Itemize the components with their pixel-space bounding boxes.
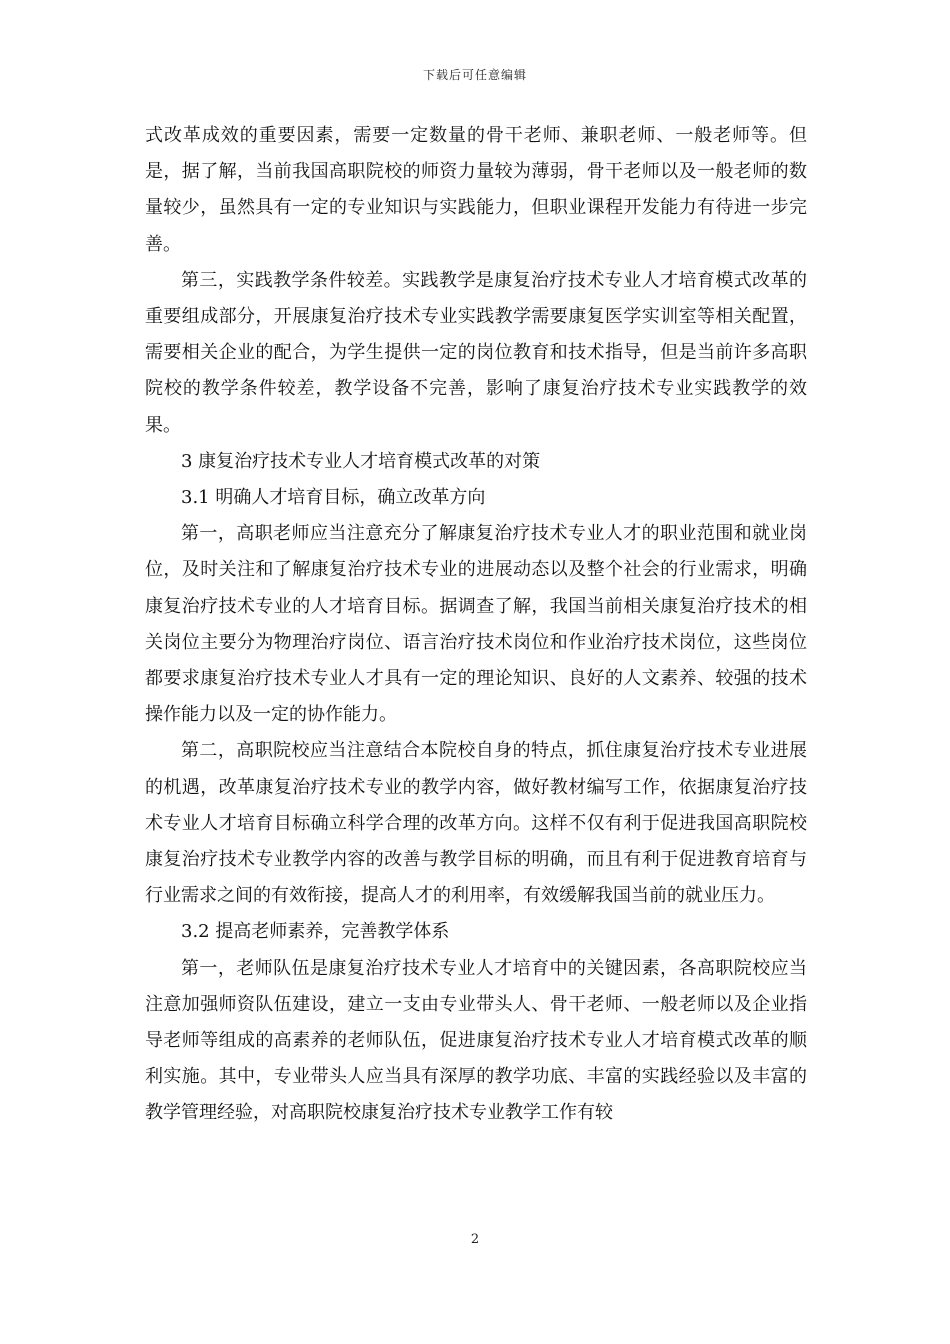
page-number: 2 bbox=[470, 1232, 480, 1247]
section-heading-3: 3 康复治疗技术专业人才培育模式改革的对策 bbox=[181, 450, 541, 472]
paragraph-first-goal: 第一，高职老师应当注意充分了解康复治疗技术专业人才的职业范围和就业岗位，及时关注和了解康复治疗技术专业的进展动态以及整个社会的行业需求，明确康复治疗技术专业的人才培育目标。据调查了解，我国当前相关康复治疗技术的相关岗位主要分为物理治疗岗位、语言治疗技术岗位和作业治疗技术岗位，这些岗位都要求康复治疗技术专业人才具有一定的理论知识、良好的人文素养、较强的技术操作能力以及一定的协作能力。 bbox=[145, 523, 807, 726]
paragraph-teacher-team: 第一，老师队伍是康复治疗技术专业人才培育中的关键因素，各高职院校应当注意加强师资队伍建设，建立一支由专业带头人、骨干老师、一般老师以及企业指导老师等组成的高素养的老师队伍，促进康复治疗技术专业人才培育模式改革的顺利实施。其中，专业带头人应当具有深厚的教学功底、丰富的实践经验以及丰富的教学管理经验，对高职院校康复治疗技术专业教学工作有较 bbox=[145, 957, 807, 1124]
paragraph-practice-conditions: 第三，实践教学条件较差。实践教学是康复治疗技术专业人才培育模式改革的重要组成部分，开展康复治疗技术专业实践教学需要康复医学实训室等相关配置，需要相关企业的配合，为学生提供一定的岗位教育和技术指导，但是当前许多高职院校的教学条件较差，教学设备不完善，影响了康复治疗技术专业实践教学的效果。 bbox=[145, 269, 807, 436]
subsection-heading-3-1: 3.1 明确人才培育目标，确立改革方向 bbox=[181, 487, 486, 509]
subsection-heading-3-2: 3.2 提高老师素养，完善教学体系 bbox=[181, 921, 450, 943]
document-body bbox=[145, 118, 807, 1132]
paragraph-continuation: 式改革成效的重要因素，需要一定数量的骨干老师、兼职老师、一般老师等。但是，据了解，当前我国高职院校的师资力量较为薄弱，骨干老师以及一般老师的数量较少，虽然具有一定的专业知识与实践能力，但职业课程开发能力有待进一步完善。 bbox=[145, 125, 807, 255]
page-header: 下载后可任意编辑 bbox=[422, 68, 527, 82]
paragraph-second-direction: 第二，高职院校应当注意结合本院校自身的特点，抓住康复治疗技术专业进展的机遇，改革康复治疗技术专业的教学内容，做好教材编写工作，依据康复治疗技术专业人才培育目标确立科学合理的改革方向。这样不仅有利于促进我国高职院校康复治疗技术专业教学内容的改善与教学目标的明确，而且有利于促进教育培育与行业需求之间的有效衔接，提高人才的利用率，有效缓解我国当前的就业压力。 bbox=[145, 740, 807, 907]
